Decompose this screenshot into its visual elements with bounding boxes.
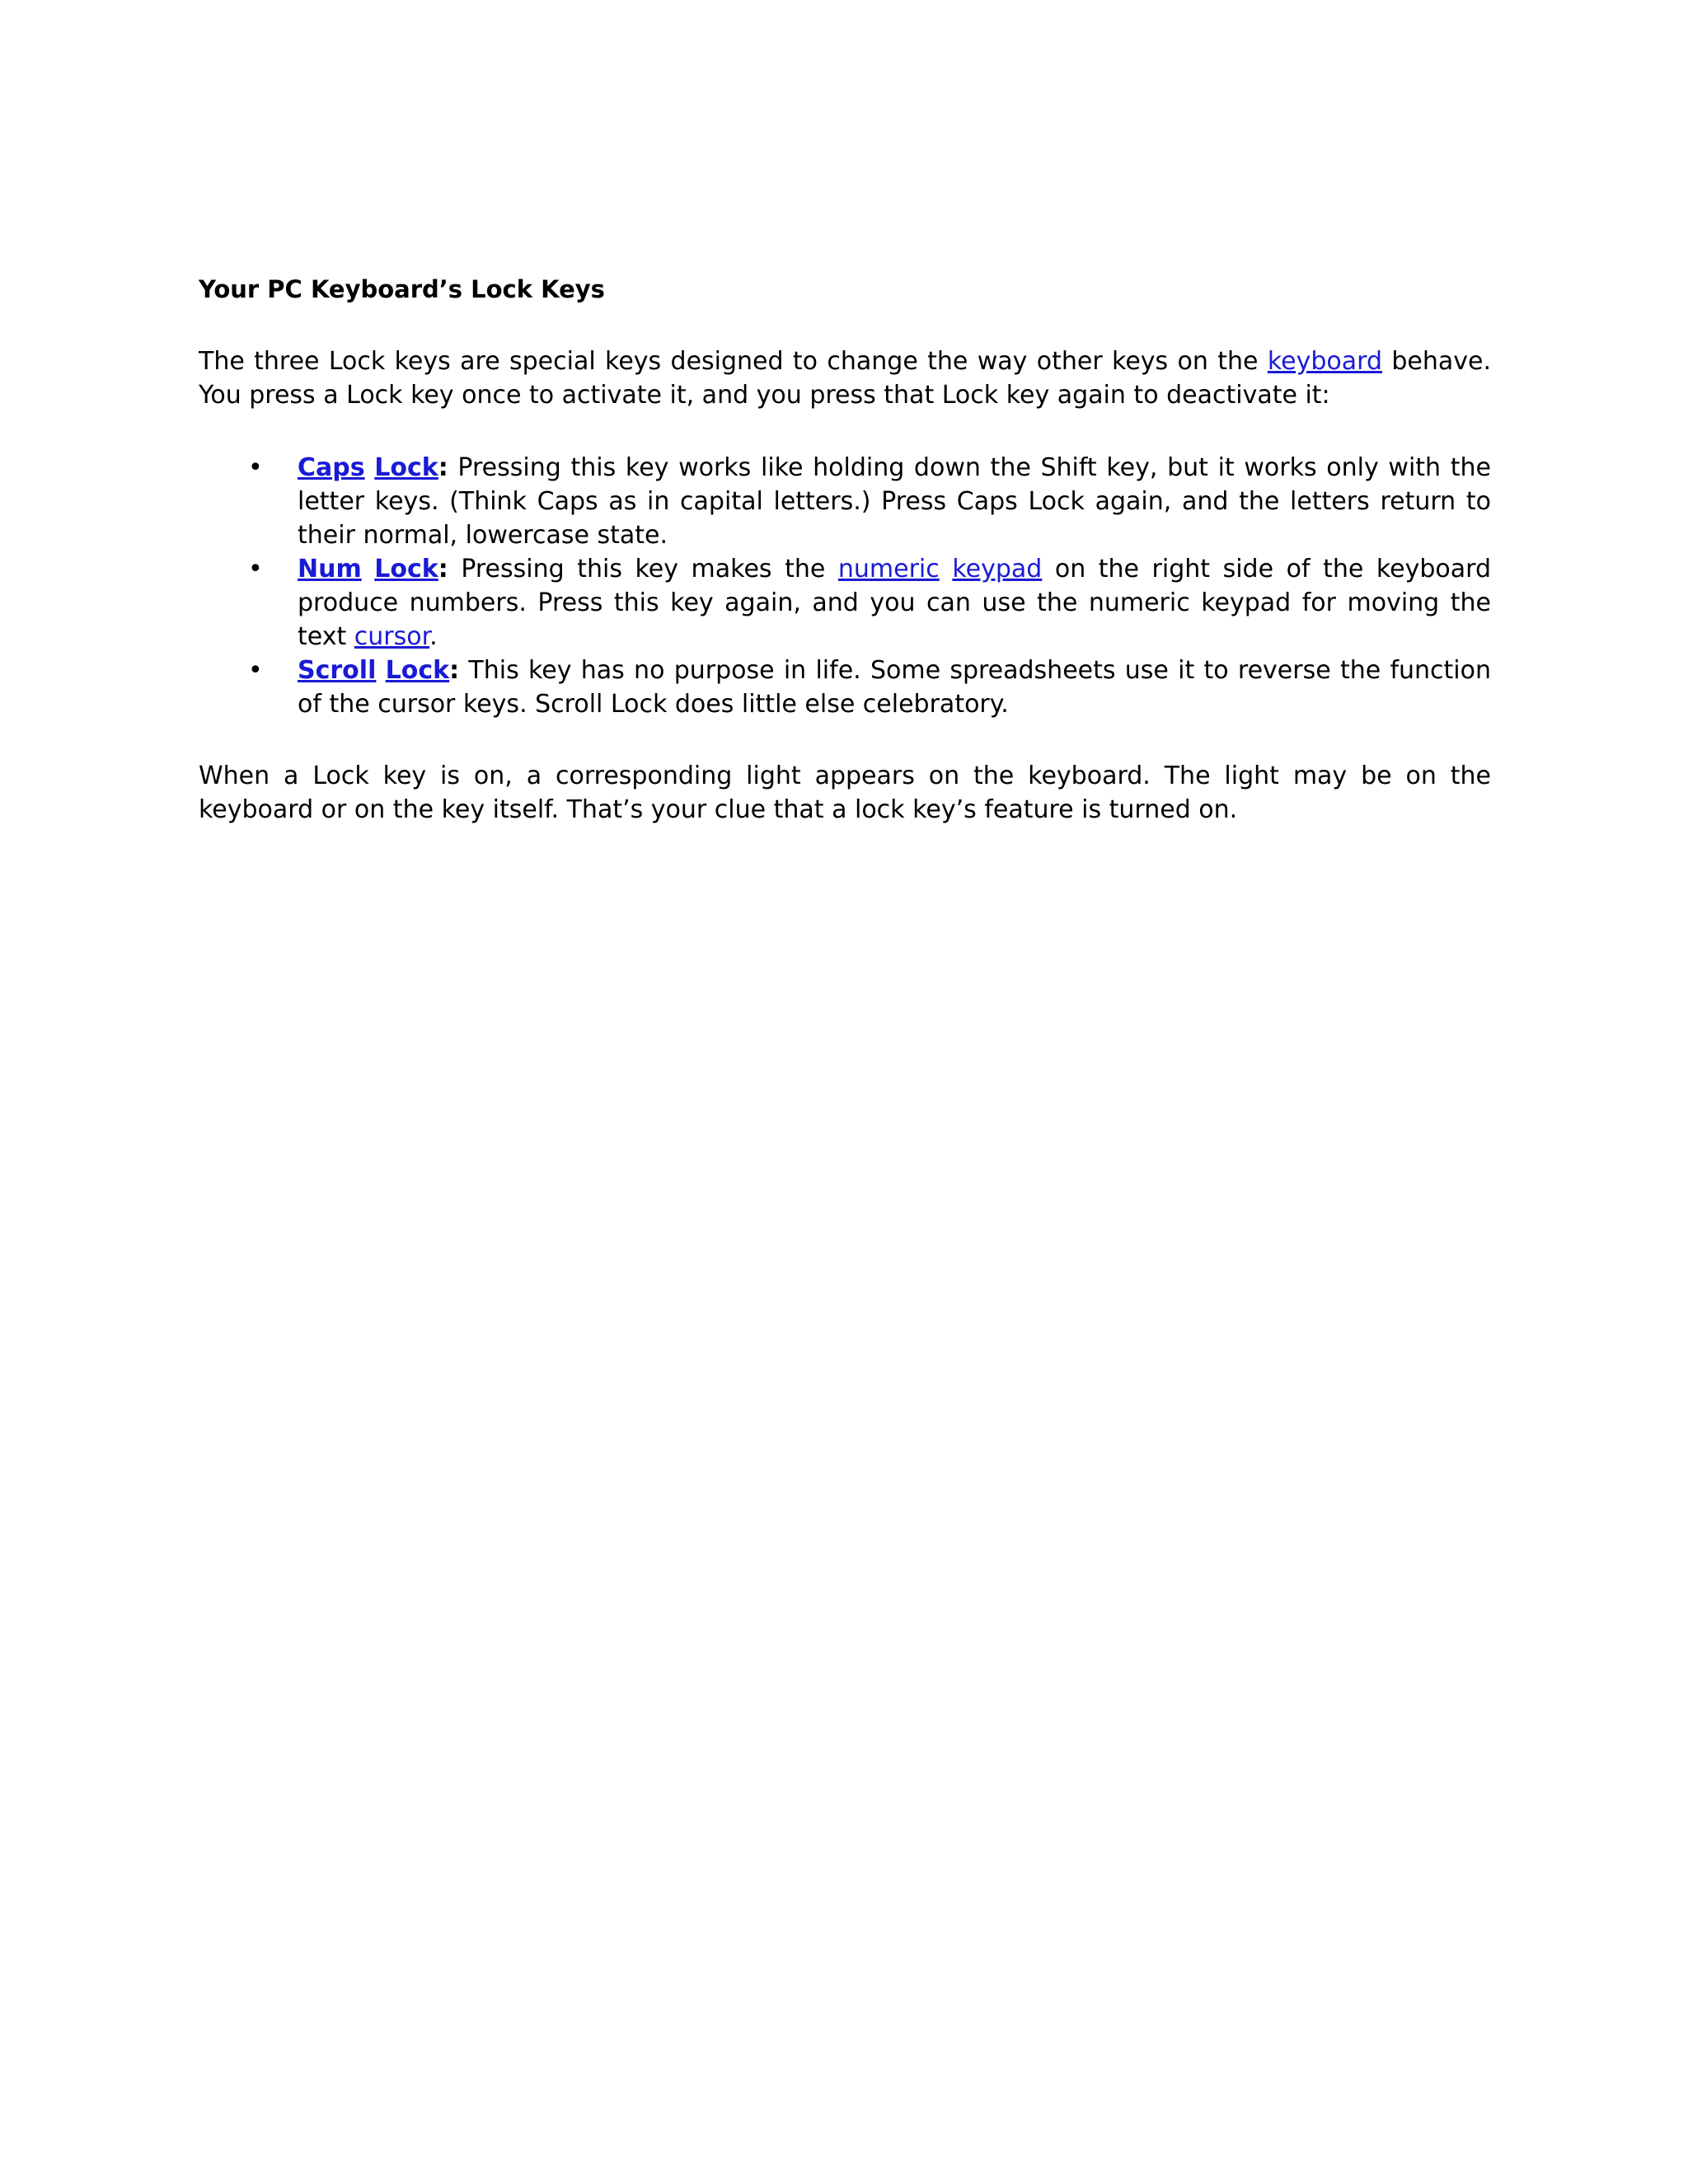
lock-keys-list (199, 451, 1491, 721)
keyboard-link[interactable]: keyboard (1267, 347, 1382, 376)
term-scroll-lock (298, 656, 449, 685)
term-colon: : (438, 555, 448, 583)
bullet-icon: • (248, 656, 263, 685)
num-lock-text-middle: on the right side of the keyboard produce numbers. Press this key again, and you can use the numeric keypad for moving the text (298, 555, 1491, 651)
caps-lock-link[interactable]: Lock (374, 453, 438, 482)
list-item-caps-lock (199, 451, 1491, 552)
term-caps-lock (298, 453, 438, 482)
scroll-lock-link[interactable]: Lock (385, 656, 450, 685)
numeric-link[interactable]: numeric (837, 555, 940, 583)
bullet-icon: • (248, 555, 263, 583)
keypad-link[interactable]: keypad (952, 555, 1043, 583)
list-item-num-lock (199, 552, 1491, 654)
list-item-scroll-lock (199, 654, 1491, 721)
bullet-icon: • (248, 453, 263, 482)
intro-paragraph (199, 344, 1491, 412)
num-link[interactable]: Num (298, 555, 362, 583)
document-page (199, 272, 1491, 827)
term-colon: : (438, 453, 448, 482)
cursor-link[interactable]: cursor (354, 622, 430, 651)
scroll-lock-description: This key has no purpose in life. Some spreadsheets use it to reverse the function of the cursor keys. Scroll Lock does little else celebratory. (298, 656, 1491, 719)
num-lock-text-after: . (429, 622, 438, 651)
num-lock-text-before: Pressing this key makes the (448, 555, 838, 583)
intro-text-after: behave. You press a Lock key once to activate it, and you press that Lock key again to deactivate it: (199, 347, 1491, 410)
term-num-lock (298, 555, 438, 583)
caps-lock-description: Pressing this key works like holding down the Shift key, but it works only with the letter keys. (Think Caps as in capital letters.) Press Caps Lock again, and the letters return to their normal, lowercase state. (298, 453, 1491, 550)
term-colon: : (449, 656, 460, 685)
closing-paragraph: When a Lock key is on, a corresponding light appears on the keyboard. The light may be on the keyboard or on the key itself. That’s your clue that a lock key’s feature is turned on. (199, 762, 1491, 824)
caps-link[interactable]: Caps (298, 453, 365, 482)
scroll-link[interactable]: Scroll (298, 656, 377, 685)
intro-text-before: The three Lock keys are special keys designed to change the way other keys on the (199, 347, 1268, 376)
document-title: Your PC Keyboard’s Lock Keys (199, 275, 605, 303)
num-lock-link[interactable]: Lock (374, 555, 438, 583)
